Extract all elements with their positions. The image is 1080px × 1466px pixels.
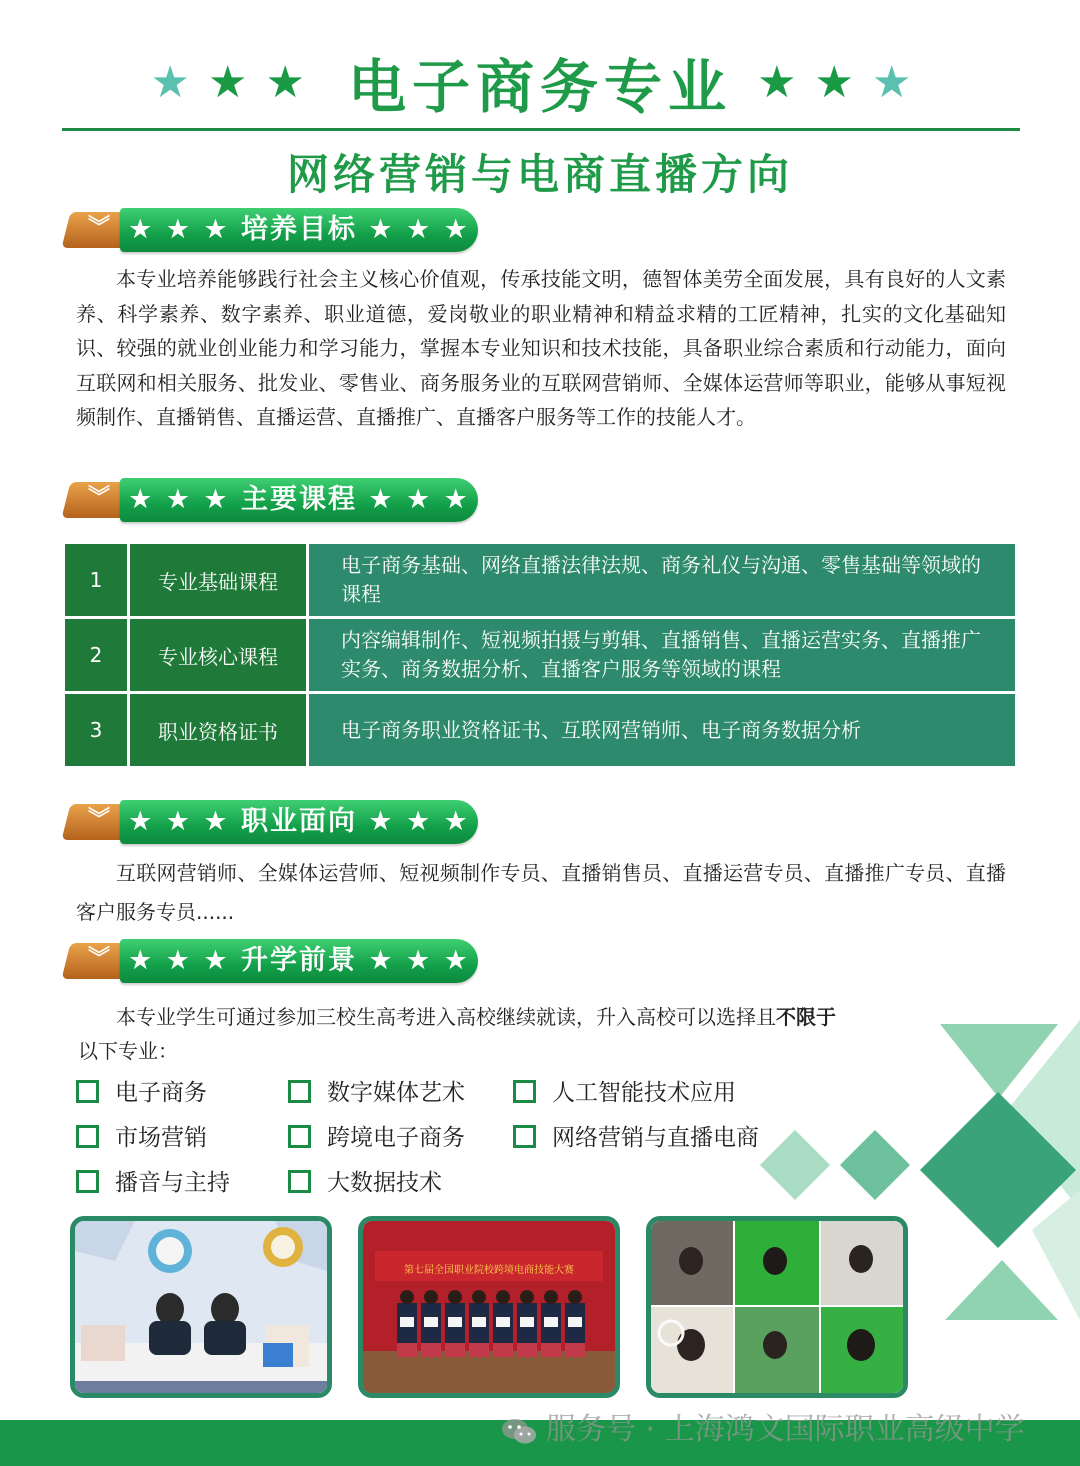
course-category: 职业资格证书 xyxy=(129,693,308,768)
section-heading-label: ★ ★ ★ 主要课程 ★ ★ ★ xyxy=(128,484,470,515)
section-heading-courses xyxy=(66,478,478,522)
course-description: 内容编辑制作、短视频拍摄与剪辑、直播销售、直播运营实务、直播推广实务、商务数据分析、直播客户服务等领域的课程 xyxy=(308,618,1017,693)
further-text-bold: 不限于 xyxy=(776,1005,836,1029)
star-icon: ★ xyxy=(814,56,872,108)
star-icon: ★ xyxy=(872,56,930,108)
checkbox-icon xyxy=(288,1080,311,1103)
course-number: 3 xyxy=(64,693,129,768)
section-heading-goal xyxy=(66,208,478,252)
list-item: 数字媒体艺术 xyxy=(288,1074,465,1107)
photo-greenscreen-collage xyxy=(646,1216,908,1398)
chevron-down-icon: ︾ xyxy=(88,215,111,240)
section-heading-label: ★ ★ ★ 升学前景 ★ ★ ★ xyxy=(128,945,470,976)
course-category: 专业核心课程 xyxy=(129,618,308,693)
checkbox-icon xyxy=(76,1080,99,1103)
list-item: 电子商务 xyxy=(76,1074,207,1107)
checkbox-icon xyxy=(513,1125,536,1148)
star-icon-group-left xyxy=(151,57,323,108)
further-text-tail: 以下专业： xyxy=(78,1039,178,1063)
chevron-down-icon: ︾ xyxy=(88,485,111,510)
watermark-text: 服务号 · 上海鸿文国际职业高级中学 xyxy=(546,1412,1025,1447)
course-description: 电子商务职业资格证书、互联网营销师、电子商务数据分析 xyxy=(308,693,1017,768)
photo-banner-text: 第七届全国职业院校跨境电商技能大赛 xyxy=(404,1265,574,1276)
checkbox-icon xyxy=(513,1080,536,1103)
list-item: 跨境电子商务 xyxy=(288,1119,465,1152)
photo-livestream-studio xyxy=(70,1216,332,1398)
table-row xyxy=(64,543,1017,618)
goal-paragraph: 本专业培养能够践行社会主义核心价值观，传承技能文明，德智体美劳全面发展，具有良好的人文素养、科学素养、数字素养、职业道德，爱岗敬业的职业精神和精益求精的工匠精神，扎实的文化基础知识、较强的就业创业能力和学习能力，掌握本专业知识和技术技能，具备职业综合素质和行动能力，面向互联网和相关服务、批发业、零售业、商务服务业的互联网营销师、全媒体运营师等职业，能够从事短视频制作、直播销售、直播运营、直播推广、直播客户服务等工作的技能人才。 xyxy=(76,267,1006,429)
section-heading-label: ★ ★ ★ 职业面向 ★ ★ ★ xyxy=(128,806,470,837)
title-row xyxy=(0,40,1080,120)
star-icon: ★ xyxy=(150,56,208,108)
star-icon: ★ xyxy=(265,56,323,108)
further-text: 本专业学生可通过参加三校生高考进入高校继续就读，升入高校可以选择且 xyxy=(116,1005,776,1029)
photo-competition-award xyxy=(358,1216,620,1398)
list-item: 网络营销与直播电商 xyxy=(513,1119,759,1152)
course-number: 2 xyxy=(64,618,129,693)
checkbox-icon xyxy=(288,1125,311,1148)
list-item: 人工智能技术应用 xyxy=(513,1074,736,1107)
course-description: 电子商务基础、网络直播法律法规、商务礼仪与沟通、零售基础等领域的课程 xyxy=(308,543,1017,618)
star-icon: ★ xyxy=(757,56,815,108)
course-category: 专业基础课程 xyxy=(129,543,308,618)
watermark xyxy=(500,1404,1025,1448)
section-heading-label: ★ ★ ★ 培养目标 ★ ★ ★ xyxy=(128,214,470,245)
wechat-icon xyxy=(500,1416,538,1446)
chevron-down-icon: ︾ xyxy=(88,946,111,971)
courses-table xyxy=(62,541,1018,769)
course-number: 1 xyxy=(64,543,129,618)
table-row xyxy=(64,618,1017,693)
page-title: 电子商务专业 xyxy=(347,53,732,121)
star-icon-group-right xyxy=(757,57,929,108)
section-heading-career xyxy=(66,800,478,844)
checkbox-icon xyxy=(288,1170,311,1193)
list-item: 大数据技术 xyxy=(288,1164,442,1197)
title-divider xyxy=(62,128,1020,131)
checkbox-icon xyxy=(76,1125,99,1148)
section-heading-further xyxy=(66,939,478,983)
checkbox-icon xyxy=(76,1170,99,1193)
career-paragraph: 互联网营销师、全媒体运营师、短视频制作专员、直播销售员、直播运营专员、直播推广专员、直播客户服务专员...... xyxy=(76,861,1006,924)
list-item: 播音与主持 xyxy=(76,1164,230,1197)
star-icon: ★ xyxy=(207,56,266,108)
chevron-down-icon: ︾ xyxy=(88,807,111,832)
page-subtitle: 网络营销与电商直播方向 xyxy=(286,150,793,199)
table-row xyxy=(64,693,1017,768)
list-item: 市场营销 xyxy=(76,1119,207,1152)
